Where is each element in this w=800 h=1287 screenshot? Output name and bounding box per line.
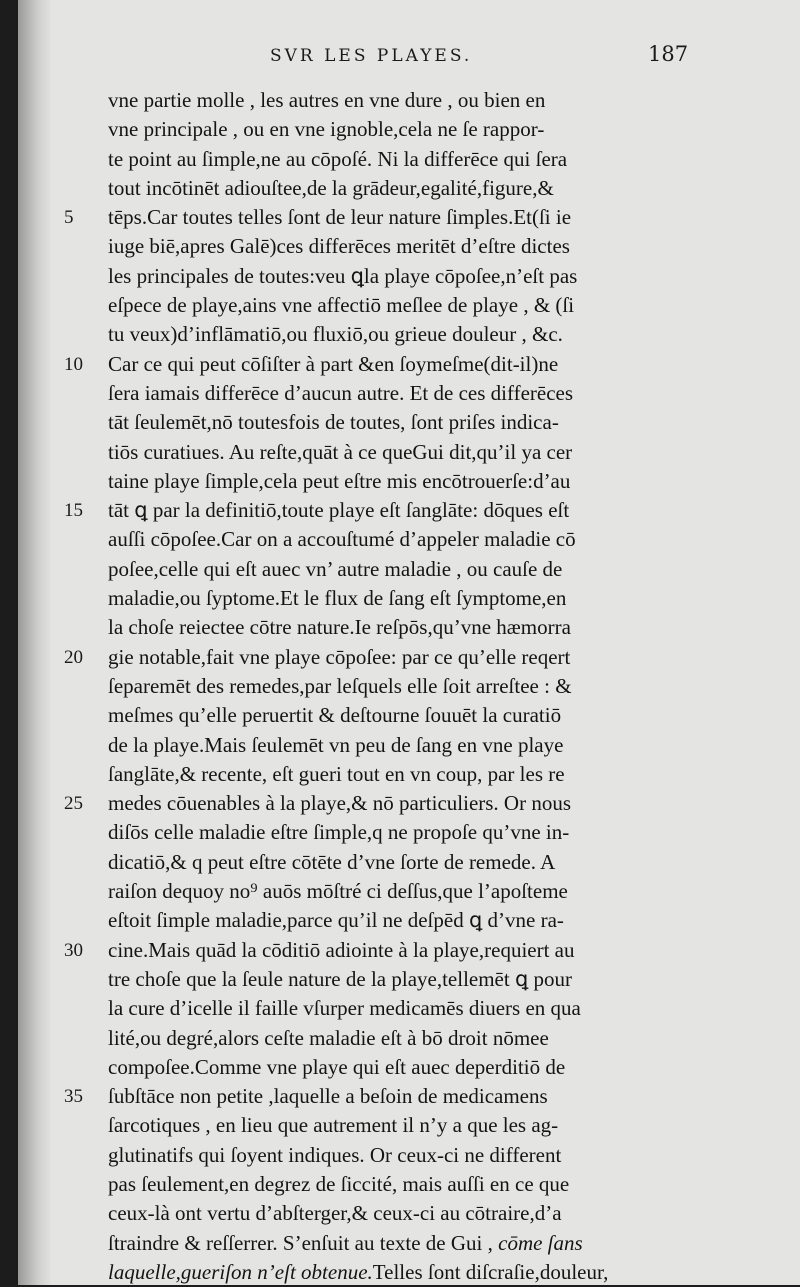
line-text: tāt ſeulemēt,nō toutesfois de toutes, ſont priſes indica-: [108, 410, 559, 435]
text-line: [108, 906, 798, 935]
text-line: [108, 86, 798, 115]
line-text: glutinatifs qui ſoyent indiques. Or ceux-ci ne different: [108, 1142, 562, 1167]
line-text: te point au ſimple,ne au cōpoſé. Ni la differēce qui ſera: [108, 146, 568, 171]
text-line: [64, 789, 798, 818]
text-line: [108, 1170, 798, 1199]
text-line: [108, 1229, 798, 1258]
line-text: cine.Mais quād la cōditiō adiointe à la playe,requiert au: [108, 937, 575, 962]
line-text: la cure d’icelle il faille vſurper medicamēs diuers en qua: [108, 996, 581, 1021]
line-text: ſanglāte,& recente, eſt gueri tout en vn coup, par les re: [108, 761, 565, 786]
text-line: [108, 379, 798, 408]
line-text: medes cōuenables à la playe,& nō particuliers. Or nous: [108, 791, 572, 816]
text-line: [108, 320, 798, 349]
italic-quote: laquelle,gueriſon n’eſt obtenue.: [108, 1259, 373, 1284]
text-line: [108, 174, 798, 203]
line-text: les principales de toutes:veu ꝗla playe cōpoſee,n’eſt pas: [108, 263, 578, 288]
text-line: [108, 115, 798, 144]
line-text: Telles ſont diſcraſie,douleur,: [372, 1259, 609, 1284]
line-text: tu veux)d’inflāmatiō,ou fluxiō,ou grieue douleur , &c.: [108, 322, 563, 347]
line-text: vne partie molle , les autres en vne dure , ou bien en: [108, 88, 546, 112]
text-line: [108, 613, 798, 642]
text-line: [108, 438, 798, 467]
line-number: 35: [64, 1086, 83, 1108]
text-line: [108, 1258, 798, 1287]
text-line: [64, 643, 798, 672]
text-line: [108, 291, 798, 320]
text-line: [64, 936, 798, 965]
line-text: ſubſtāce non petite ,laquelle a beſoin de medicamens: [108, 1084, 548, 1109]
text-line: [108, 584, 798, 613]
line-text: Car ce qui peut cōſiſter à part &en ſoymeſme(dit-il)ne: [108, 351, 559, 376]
text-line: [108, 848, 798, 877]
text-line: [108, 701, 798, 730]
line-number: 30: [64, 939, 83, 961]
text-line: [108, 672, 798, 701]
line-text: maladie,ou ſyptome.Et le flux de ſang eſt ſymptome,en: [108, 586, 567, 611]
line-number: 5: [64, 207, 74, 229]
line-text: taine playe ſimple,cela peut eſtre mis encōtrouerſe:d’au: [108, 468, 571, 493]
line-text: eſtoit ſimple maladie,parce qu’il ne deſpēd ꝗ d’vne ra-: [108, 908, 564, 933]
text-line: [108, 262, 798, 291]
line-text: auſſi cōpoſee.Car on a accouſtumé d’appeler maladie cō: [108, 527, 576, 552]
line-text: ceux-là ont vertu d’abſterger,& ceux-ci au cōtraire,d’a: [108, 1201, 562, 1226]
line-text: pas ſeulement,en degrez de ſiccité, mais auſſi en ce que: [108, 1171, 570, 1196]
line-text: poſee,celle qui eſt auec vn’ autre maladie , ou cauſe de: [108, 556, 563, 581]
text-line: [108, 1024, 798, 1053]
line-text: eſpece de playe,ains vne affectiō meſlee de playe , & (ſi: [108, 293, 575, 318]
text-line: [108, 145, 798, 174]
line-text: tout incōtinēt adiouſtee,de la grādeur,egalité,figure,&: [108, 175, 554, 200]
line-text: vne principale , ou en vne ignoble,cela ne ſe rappor-: [108, 117, 545, 142]
text-line: [108, 965, 798, 994]
text-line: [108, 555, 798, 584]
line-text: lité,ou degré,alors ceſte maladie eſt à bō droit nōmee: [108, 1025, 549, 1050]
text-line: [108, 232, 798, 261]
text-line: [108, 1199, 798, 1228]
italic-quote: cōme ſans: [498, 1230, 583, 1255]
line-text: la choſe reiectee cōtre nature.Ie reſpōs,qu’vne hæmorra: [108, 615, 571, 640]
page-header: [18, 42, 800, 72]
line-number: 25: [64, 793, 83, 815]
text-line: [64, 203, 798, 232]
text-line: [108, 818, 798, 847]
text-line: [64, 1082, 798, 1111]
line-number: 20: [64, 646, 83, 668]
text-line: [108, 525, 798, 554]
text-line: [64, 350, 798, 379]
text-line: [108, 731, 798, 760]
text-line: [108, 760, 798, 789]
line-text: de la playe.Mais ſeulemēt vn peu de ſang en vne playe: [108, 732, 564, 757]
line-text: iuge biē,apres Galē)ces differēces meritēt d’eſtre dictes: [108, 234, 570, 259]
line-text: gie notable,fait vne playe cōpoſee: par ce qu’elle reqert: [108, 644, 571, 669]
line-number: 15: [64, 500, 83, 522]
line-text: tiōs curatiues. Au reſte,quāt à ce queGui dit,qu’il ya cer: [108, 439, 573, 464]
text-line: [108, 408, 798, 437]
running-title: SVR LES PLAYES.: [270, 46, 473, 66]
text-line: [108, 467, 798, 496]
line-text: diſōs celle maladie eſtre ſimple,q ne propoſe qu’vne in-: [108, 820, 570, 845]
line-number: 10: [64, 353, 83, 375]
line-text: ſera iamais differēce d’aucun autre. Et de ces differēces: [108, 380, 574, 405]
line-text: tre choſe que la ſeule nature de la playe,tellemēt ꝗ pour: [108, 966, 573, 991]
line-text: compoſee.Comme vne playe qui eſt auec deperditiō de: [108, 1054, 566, 1079]
line-text: ſtraindre & reſſerrer. S’enſuit au texte de Gui ,: [108, 1230, 493, 1255]
text-line: [108, 994, 798, 1023]
line-text: meſmes qu’elle peruertit & deſtourne ſouuēt la curatiō: [108, 703, 562, 728]
text-line: [108, 1053, 798, 1082]
line-text: ſarcotiques , en lieu que autrement il n’y a que les ag-: [108, 1113, 559, 1138]
line-text: tāt ꝗ par la definitiō,toute playe eſt ſanglāte: dōques eſt: [108, 498, 570, 523]
line-text: ſeparemēt des remedes,par leſquels elle ſoit arreſtee : &: [108, 673, 572, 698]
text-line: [108, 1141, 798, 1170]
body-text: [64, 86, 798, 1287]
page-number: 187: [648, 42, 689, 66]
text-line: [108, 877, 798, 906]
book-page: [18, 0, 800, 1285]
line-text: raiſon dequoy no⁹ auōs mōſtré ci deſſus,que l’apoſteme: [108, 879, 568, 904]
line-text: dicatiō,& q peut eſtre cōtēte d’vne ſorte de remede. A: [108, 849, 556, 874]
text-line: [108, 1111, 798, 1140]
text-line: [64, 496, 798, 525]
line-text: tēps.Car toutes telles ſont de leur nature ſimples.Et(ſi ie: [108, 205, 572, 230]
